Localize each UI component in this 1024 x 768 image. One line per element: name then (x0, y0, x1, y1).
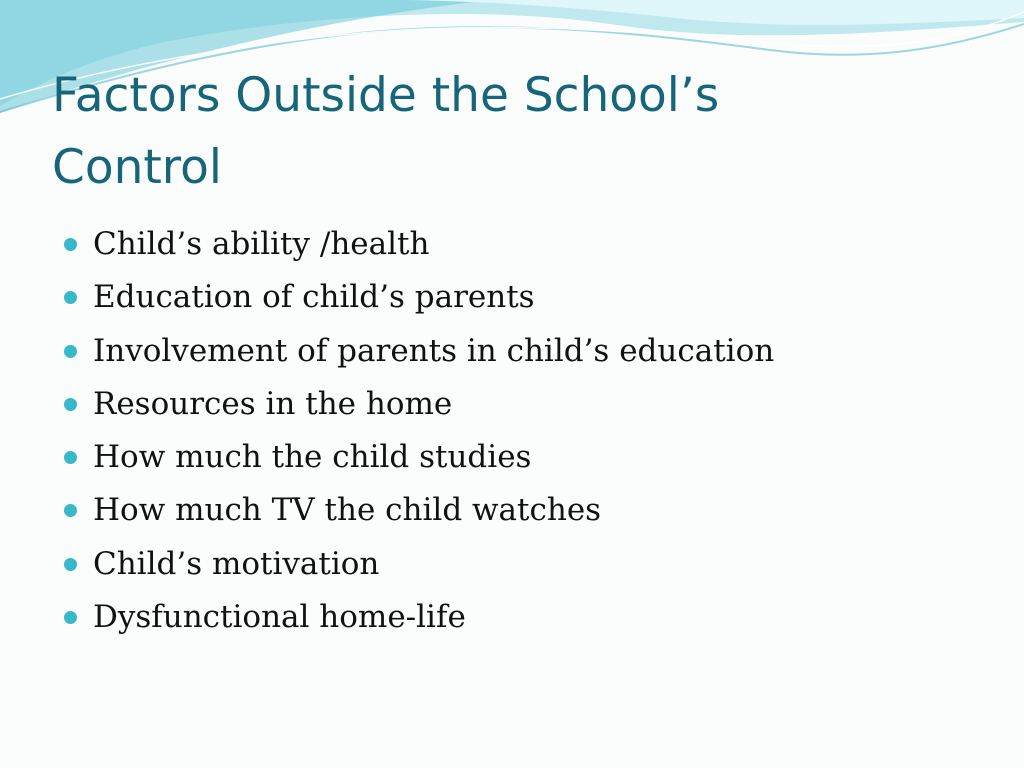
bullet-text: Resources in the home (93, 385, 453, 422)
bullet-item (64, 378, 984, 431)
bullet-item (64, 271, 984, 324)
bullet-item (64, 431, 984, 484)
bullet-text: Education of child’s parents (93, 279, 535, 316)
bullet-item (64, 538, 984, 591)
filled-circle-bullet-icon (64, 345, 77, 358)
bullet-text: Child’s ability /health (93, 226, 430, 262)
filled-circle-bullet-icon (64, 611, 77, 624)
bullet-text: Involvement of parents in child’s education (93, 332, 775, 369)
bullet-text: How much the child studies (93, 439, 532, 476)
slide-title-line-2: Control (52, 140, 222, 195)
bullet-text: Child’s motivation (93, 545, 380, 582)
bullet-item (64, 218, 984, 271)
filled-circle-bullet-icon (64, 398, 77, 411)
filled-circle-bullet-icon (64, 291, 77, 304)
filled-circle-bullet-icon (64, 451, 77, 464)
slide-title-line-1: Factors Outside the School’s (52, 68, 720, 123)
filled-circle-bullet-icon (64, 558, 77, 571)
bullet-item (64, 591, 984, 644)
bullet-item (64, 484, 984, 537)
filled-circle-bullet-icon (64, 504, 77, 517)
bullet-item (64, 325, 984, 378)
bullet-list (64, 218, 984, 644)
filled-circle-bullet-icon (64, 238, 77, 251)
slide-title (52, 60, 952, 204)
bullet-text: Dysfunctional home-life (93, 599, 466, 636)
bullet-text: How much TV the child watches (93, 492, 602, 529)
